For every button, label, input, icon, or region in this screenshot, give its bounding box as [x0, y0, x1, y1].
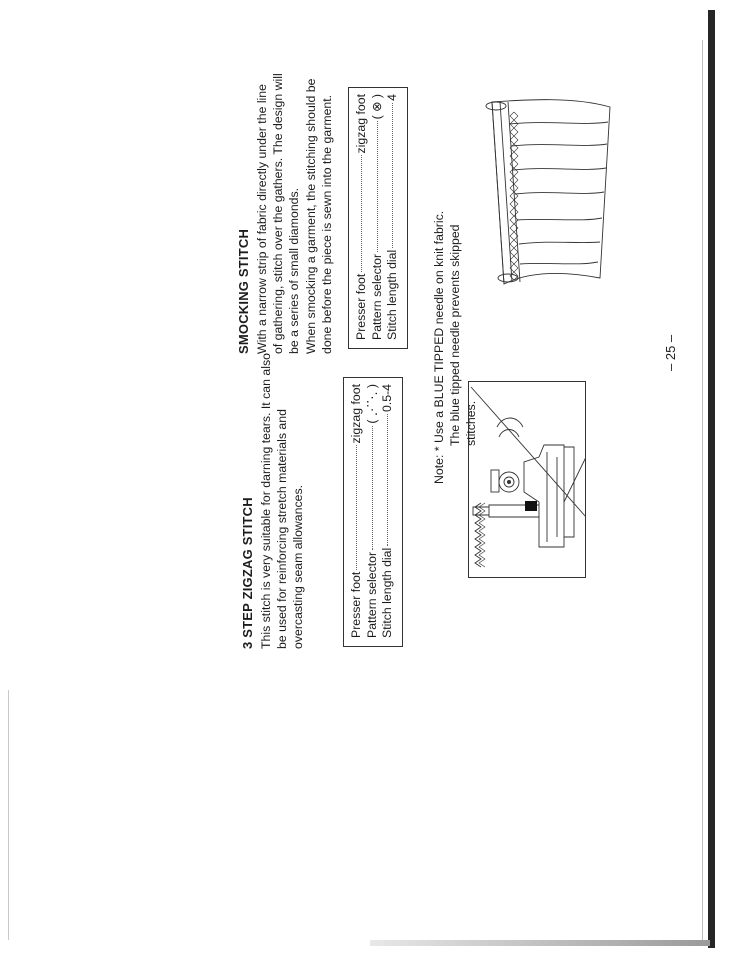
zigzag-setting-presser-foot: Presser foot zigzag foot	[349, 384, 363, 638]
smocking-description: With a narrow strip of fabric directly under the line of gathering, stitch over the gathers. The design will be a series of small diamonds. When smocking a garment, the stitching should be done before the piece is sewn into the garment.	[255, 73, 334, 354]
zigzag-heading: 3 STEP ZIGZAG STITCH	[240, 497, 255, 649]
page-number: – 25 –	[663, 334, 678, 371]
note-line-2: The blue tipped needle prevents skipped	[448, 224, 462, 446]
presser-foot-drawing	[469, 381, 586, 577]
smocking-heading: SMOCKING STITCH	[236, 228, 251, 354]
smocking-setting-pattern-selector: Pattern selector ( ⊗ )	[369, 94, 384, 340]
smocking-illustration	[482, 95, 614, 292]
zigzag-setting-stitch-length: Stitch length dial 0.5-4	[380, 384, 394, 638]
zigzag-description: This stitch is very suitable for darning tears. It can also be used for reinforcing stretch materials and overcasting seam allowances.	[259, 353, 306, 649]
zigzag-settings-box	[343, 377, 403, 647]
zigzag-setting-pattern-selector: Pattern selector ( ⋰⋱ )	[364, 384, 379, 638]
smocking-setting-stitch-length: Stitch length dial 4	[385, 94, 399, 340]
smocking-setting-presser-foot: Presser foot zigzag foot	[354, 94, 368, 340]
smocking-settings-box	[348, 87, 408, 349]
note-line-3: stitches.	[464, 400, 478, 446]
smocked-fabric-drawing	[482, 95, 614, 292]
note-line-1: Note: * Use a BLUE TIPPED needle on knit fabric.	[432, 210, 446, 484]
zigzag-stitch-illustration	[468, 381, 586, 578]
